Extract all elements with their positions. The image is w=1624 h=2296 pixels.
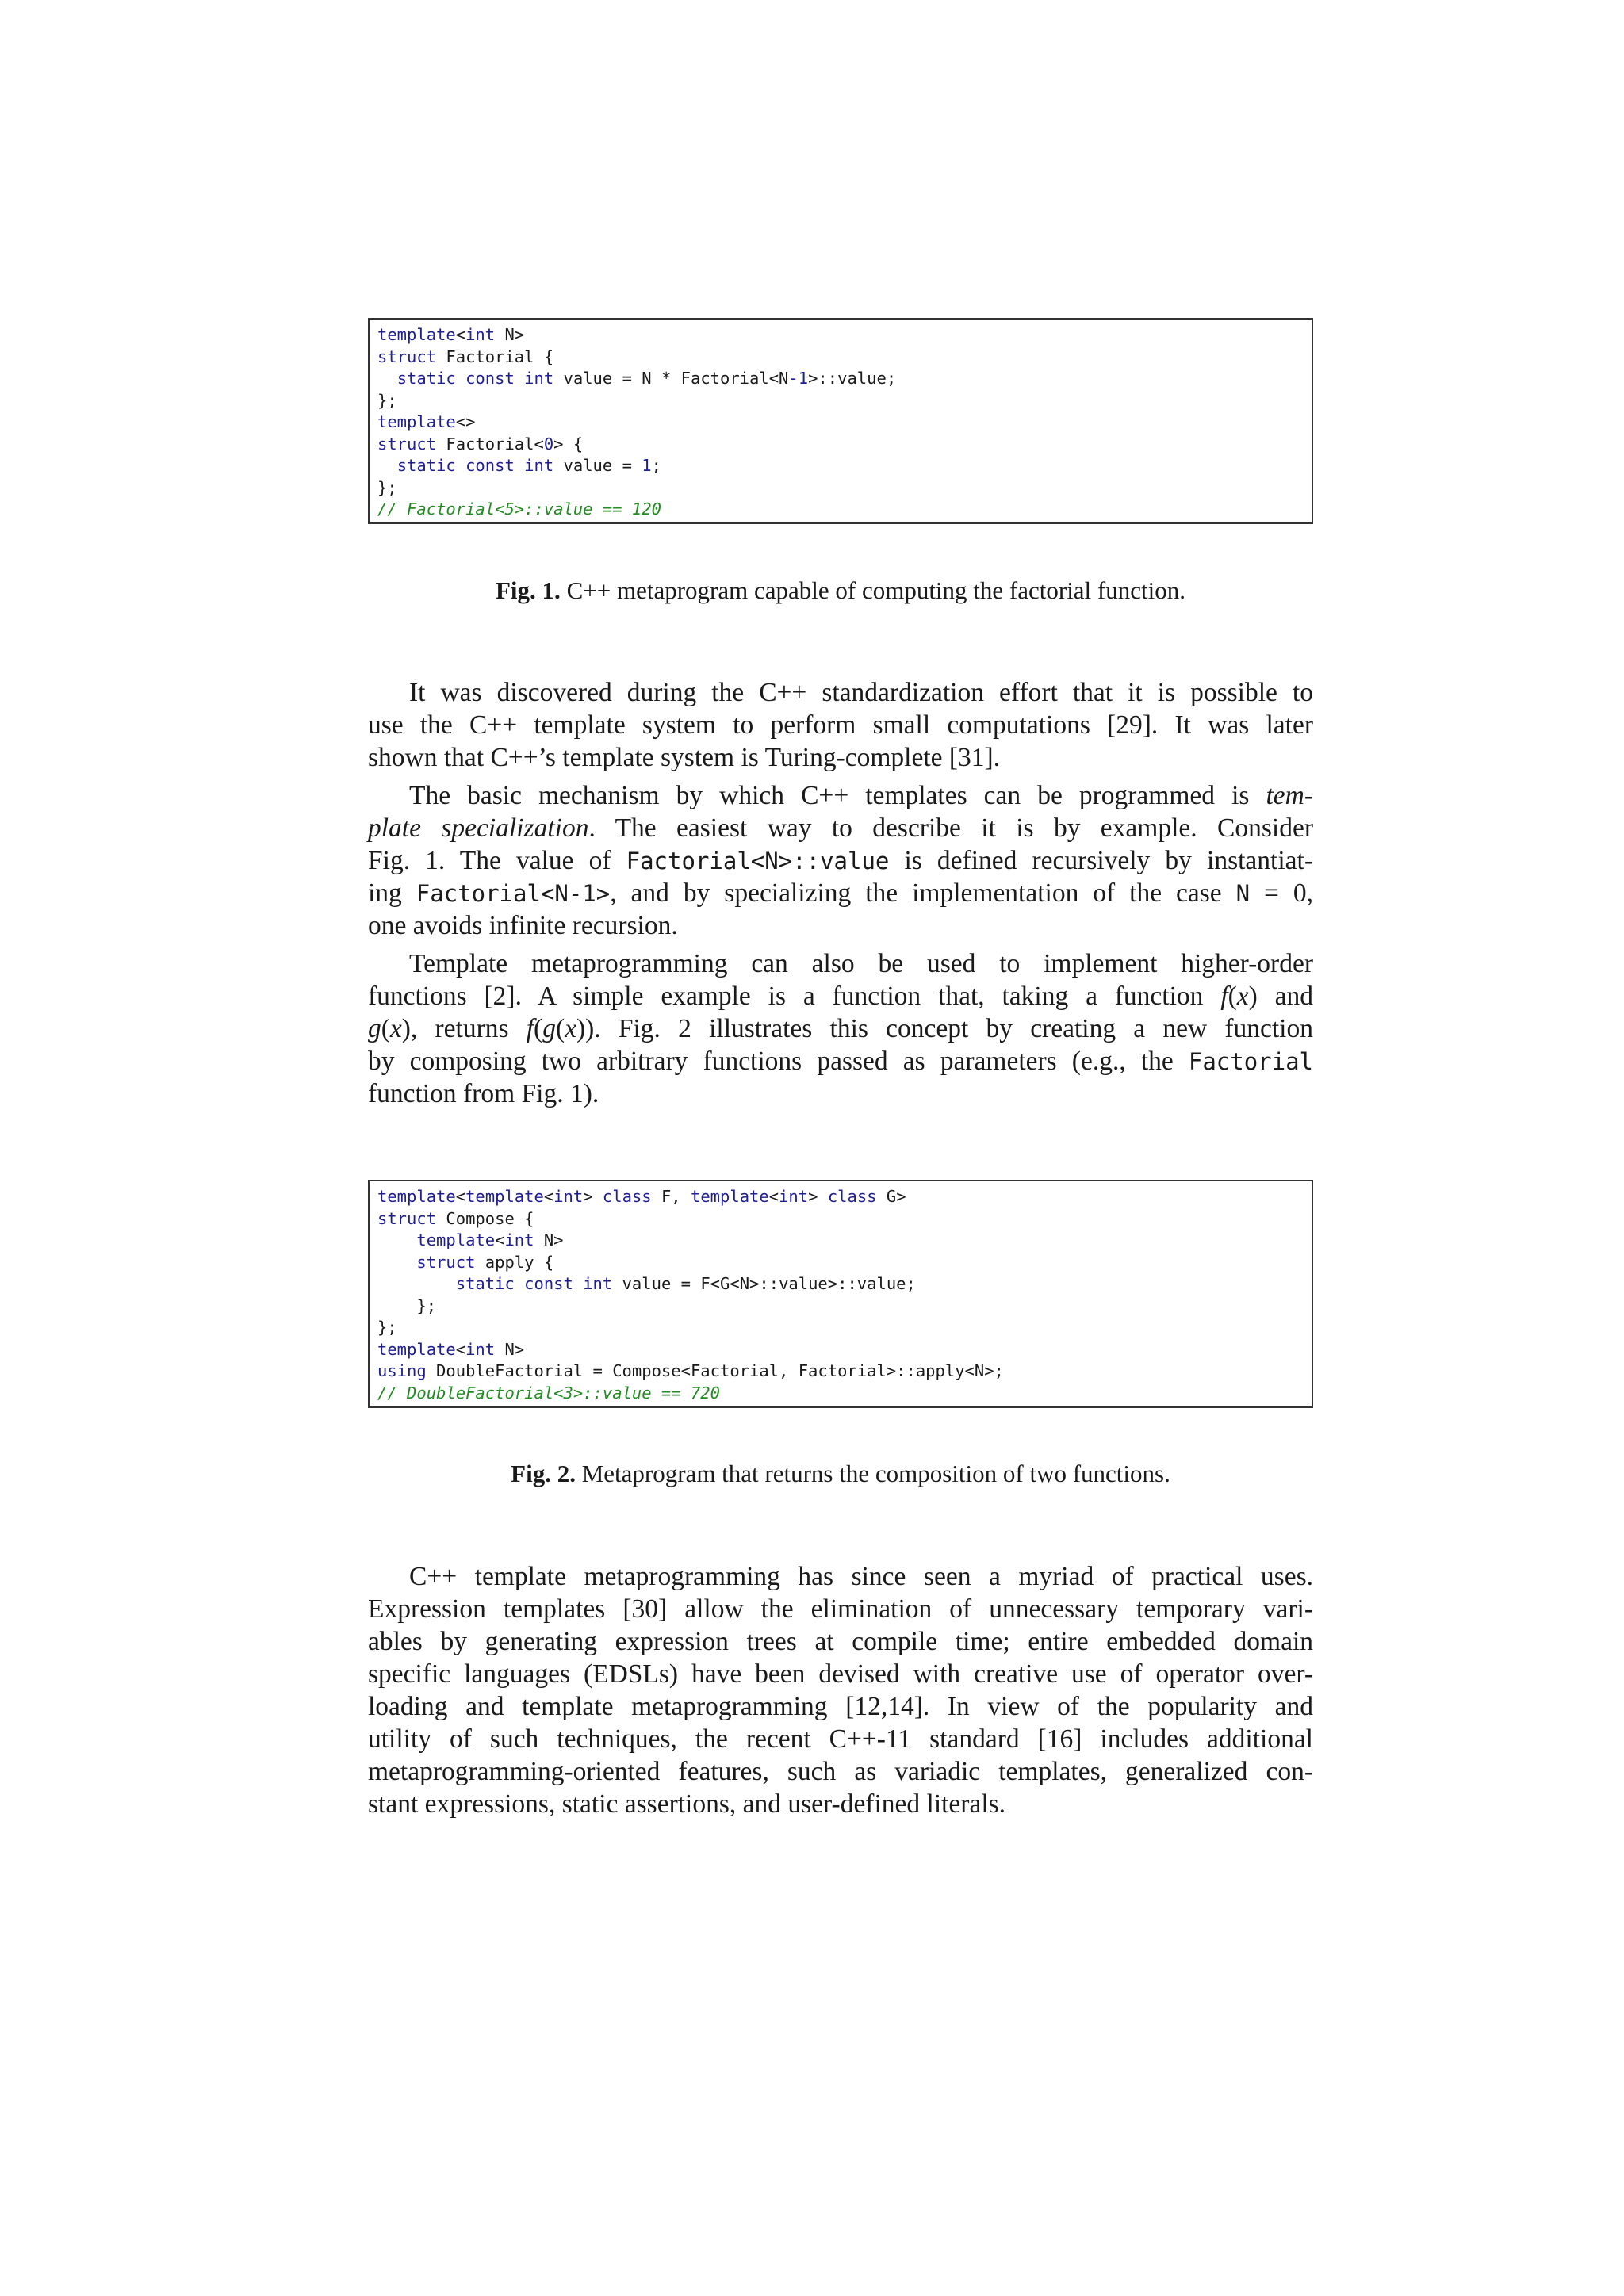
- figure1-code-line: template<>: [377, 412, 476, 431]
- figure1-code-line: };: [377, 477, 397, 497]
- paragraph-2-line: [368, 877, 1313, 909]
- text-run: , and by specializing the implementation of the case: [610, 878, 1236, 908]
- math-symbol: f: [1220, 982, 1228, 1011]
- figure-1-label: Fig. 1.: [496, 576, 561, 604]
- paragraph-4-line: stant expressions, static assertions, and user-defined literals.: [368, 1789, 1006, 1819]
- figure2-code-line: };: [377, 1318, 397, 1337]
- figure2-code-line: struct apply {: [416, 1252, 554, 1272]
- text-run: )). Fig. 2 illustrates this concept by creating a new function: [576, 1014, 1313, 1043]
- paragraph-2-line: [368, 779, 1313, 812]
- text-run: Fig. 1. The value of: [368, 846, 626, 875]
- inline-code: Factorial<N-1>: [416, 880, 611, 907]
- figure2-code-line: // DoubleFactorial<3>::value == 720: [377, 1383, 720, 1402]
- text-run: (: [1228, 982, 1237, 1011]
- text-run: ), returns: [401, 1014, 527, 1043]
- paragraph-4-line: C++ template metaprogramming has since seen a myriad of practical uses.: [409, 1562, 1313, 1591]
- text-run: The basic mechanism by which C++ templates can be programmed is: [409, 781, 1266, 810]
- math-symbol: x: [1236, 982, 1249, 1011]
- math-symbol: g: [368, 1014, 381, 1043]
- figure-2-code-listing: [368, 1180, 1313, 1408]
- paragraph-3-line: [368, 980, 1313, 1012]
- paragraph-2-line: [368, 812, 1313, 844]
- figure1-code-line: };: [377, 390, 397, 410]
- paragraph-4-line: utility of such techniques, the recent C++-11 standard [16] includes additional: [368, 1724, 1313, 1754]
- paragraph-3: [368, 947, 1313, 1110]
- paragraph-3-line: [368, 1012, 1313, 1045]
- text-run: functions [2]. A simple example is a function that, taking a function: [368, 982, 1221, 1011]
- text-run: is defined recursively by instantiat-: [889, 846, 1313, 875]
- math-symbol: g: [542, 1014, 556, 1043]
- figure2-code-line: template<template<int> class F, template<int> class G>: [377, 1187, 906, 1206]
- paragraph-2-line: [368, 844, 1313, 877]
- text-run: (: [555, 1014, 565, 1043]
- figure-1-caption-text: C++ metaprogram capable of computing the factorial function.: [566, 576, 1185, 604]
- inline-code: N: [1235, 880, 1251, 907]
- figure1-code-line: struct Factorial {: [377, 346, 554, 366]
- figure-2-caption: [368, 1458, 1313, 1490]
- emphasis-text: plate specialization: [368, 813, 589, 843]
- math-symbol: x: [389, 1014, 402, 1043]
- paragraph-4-line: loading and template metaprogramming [12,14]. In view of the popularity and: [368, 1692, 1313, 1721]
- figure2-code-line: struct Compose {: [377, 1208, 534, 1228]
- text-run: ing: [368, 878, 416, 908]
- paragraph-3-line: Template metaprogramming can also be used to implement higher-order: [409, 949, 1313, 978]
- figure1-code-line: static const int value = N * Factorial<N-1>::value;: [396, 369, 897, 388]
- figure-2-label: Fig. 2.: [511, 1460, 576, 1487]
- figure1-code-line: // Factorial<5>::value == 120: [377, 499, 661, 519]
- paragraph-3-line: function from Fig. 1).: [368, 1079, 599, 1108]
- figure-2-caption-text: Metaprogram that returns the composition of two functions.: [581, 1460, 1170, 1487]
- emphasis-text: tem-: [1266, 781, 1313, 810]
- text-run: (: [534, 1014, 543, 1043]
- figure2-code-line: using DoubleFactorial = Compose<Factorial, Factorial>::apply<N>;: [377, 1361, 1004, 1380]
- inline-code: Factorial<N>::value: [626, 848, 890, 874]
- paragraph-1: [368, 676, 1313, 774]
- paragraph-2-line: one avoids infinite recursion.: [368, 911, 678, 940]
- text-run: . The easiest way to describe it is by example. Consider: [588, 813, 1313, 843]
- figure-1-code-listing: [368, 318, 1313, 524]
- paragraph-4-line: specific languages (EDSLs) have been devised with creative use of operator over-: [368, 1659, 1313, 1689]
- paragraph-1-line: use the C++ template system to perform small computations [29]. It was later: [368, 710, 1313, 740]
- text-run: by composing two arbitrary functions passed as parameters (e.g., the: [368, 1047, 1189, 1076]
- figure2-code-line: };: [377, 1295, 437, 1315]
- paragraph-4-line: Expression templates [30] allow the elimination of unnecessary temporary vari-: [368, 1594, 1313, 1624]
- figure2-code-line: template<int N>: [416, 1230, 564, 1249]
- text-run: (: [381, 1014, 390, 1043]
- paragraph-4-line: metaprogramming-oriented features, such as variadic templates, generalized con-: [368, 1757, 1313, 1786]
- figure-1-caption: [368, 575, 1313, 607]
- math-symbol: x: [565, 1014, 576, 1043]
- figure1-code-line: struct Factorial<0> {: [377, 434, 584, 453]
- paragraph-4: [368, 1560, 1313, 1820]
- math-symbol: f: [526, 1014, 534, 1043]
- figure2-code-line: static const int value = F<G<N>::value>::value;: [455, 1274, 916, 1293]
- paragraph-1-line: It was discovered during the C++ standardization effort that it is possible to: [409, 678, 1313, 707]
- text-run: ) and: [1248, 982, 1313, 1011]
- paragraph-4-line: ables by generating expression trees at compile time; entire embedded domain: [368, 1627, 1313, 1656]
- figure2-code-line: template<int N>: [377, 1339, 525, 1359]
- paragraph-3-line: [368, 1045, 1313, 1077]
- figure1-code-line: template<int N>: [377, 325, 525, 344]
- paragraph-2: [368, 779, 1313, 942]
- paragraph-1-line: shown that C++’s template system is Turing-complete [31].: [368, 743, 1001, 772]
- figure1-code-line: static const int value = 1;: [396, 456, 661, 475]
- inline-code: Factorial: [1188, 1048, 1313, 1075]
- text-run: = 0,: [1250, 878, 1313, 908]
